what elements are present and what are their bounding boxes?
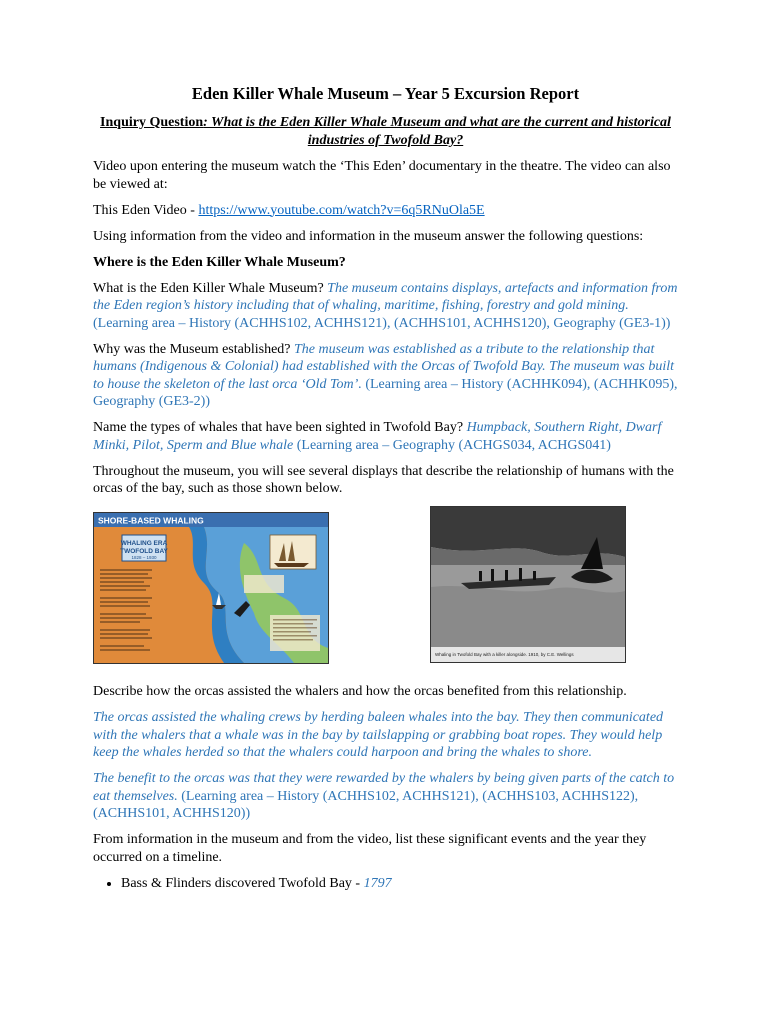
whaling-photo-image [430,506,626,663]
poster-banner: SHORE-BASED WHALING [98,515,204,526]
question-text: Why was the Museum established? [93,341,295,357]
video-line [93,202,678,220]
question-text: What is the Eden Killer Whale Museum? [93,280,328,296]
list-item [121,875,678,893]
question-orcas-assist: Describe how the orcas assisted the whalers and how the orcas benefited from this relationship. [93,684,627,699]
page-title: Eden Killer Whale Museum – Year 5 Excursion Report [191,84,580,103]
images-row [93,506,678,671]
answer-orcas-benefit [93,770,678,823]
answer-text: The benefit to the orcas was that they were rewarded by the whalers by being given parts of the catch to eat themselves. [93,771,675,804]
inquiry-text: : What is the Eden Killer Whale Museum and what are the current and historical industries of Twofold Bay? [203,115,671,148]
curriculum-text: (Learning area – History (ACHHS102, ACHHS121), (ACHHS101, ACHHS120), Geography (GE3-1)) [93,315,671,331]
photo-caption: Whaling in Twofold Bay with a killer alongside. 1910, by C.E. Wellings [435,652,574,657]
answer-text: The museum was established as a tribute to the relationship that humans (Indigenous & Colonial) had established with the Orcas of Twofold Bay. The museum was built to house the skeleton of the last orca ‘Old Tom’. [93,341,674,392]
video-link[interactable]: https://www.youtube.com/watch?v=6q5RNuOla5E [198,202,485,218]
video-label: This Eden Video - [93,202,199,218]
curriculum-text: (Learning area – Geography (ACHGS034, ACHGS041) [293,437,611,453]
timeline-list [93,875,678,893]
poster-title-1: WHALING ERA [120,540,168,547]
answer-text: Humpback, Southern Right, Dwarf Minki, Pilot, Sperm and Blue whale [93,420,662,453]
intro-paragraph: Video upon entering the museum watch the ‘This Eden’ documentary in the theatre. The video can also be viewed at: [93,159,671,192]
timeline-intro: From information in the museum and from the video, list these significant events and the year they occurred on a timeline. [93,832,647,865]
question-what-is-museum [93,280,678,333]
inquiry-label: Inquiry Question [100,115,204,130]
displays-paragraph: Throughout the museum, you will see several displays that describe the relationship of humans with the orcas of the bay, such as those shown below. [93,463,674,496]
instruction-paragraph: Using information from the video and information in the museum answer the following questions: [93,228,644,244]
poster-years: 1828 – 1930 [131,555,157,560]
event-year: 1797 [363,875,392,891]
whaling-era-poster-image [93,512,329,664]
event-text: Bass & Flinders discovered Twofold Bay - [121,875,364,891]
poster-title-2: TWOFOLD BAY [120,548,168,555]
question-why-established [93,341,678,411]
document-page [93,84,678,892]
answer-orcas-assist: The orcas assisted the whaling crews by herding baleen whales into the bay. They then communicated with the whalers that a whale was in the bay by tailslapping or grabbing boat ropes. They would help keep the whales herded so that the whalers could harpoon and bring the whales to shore. [93,710,664,760]
curriculum-text: (Learning area – History (ACHHK094), (ACHHK095), Geography (GE3-2)) [93,376,678,409]
question-whale-types [93,419,678,454]
question-text: Name the types of whales that have been sighted in Twofold Bay? [93,420,467,435]
section-heading-where: Where is the Eden Killer Whale Museum? [93,254,346,270]
answer-text: The museum contains displays, artefacts and information from the Eden region’s history including that of whaling, maritime, fishing, forestry and gold mining. [93,280,678,313]
inquiry-question [93,114,678,149]
curriculum-text: (Learning area – History (ACHHS102, ACHHS121), (ACHHS103, ACHHS122), (ACHHS101, ACHHS120)) [93,788,639,821]
